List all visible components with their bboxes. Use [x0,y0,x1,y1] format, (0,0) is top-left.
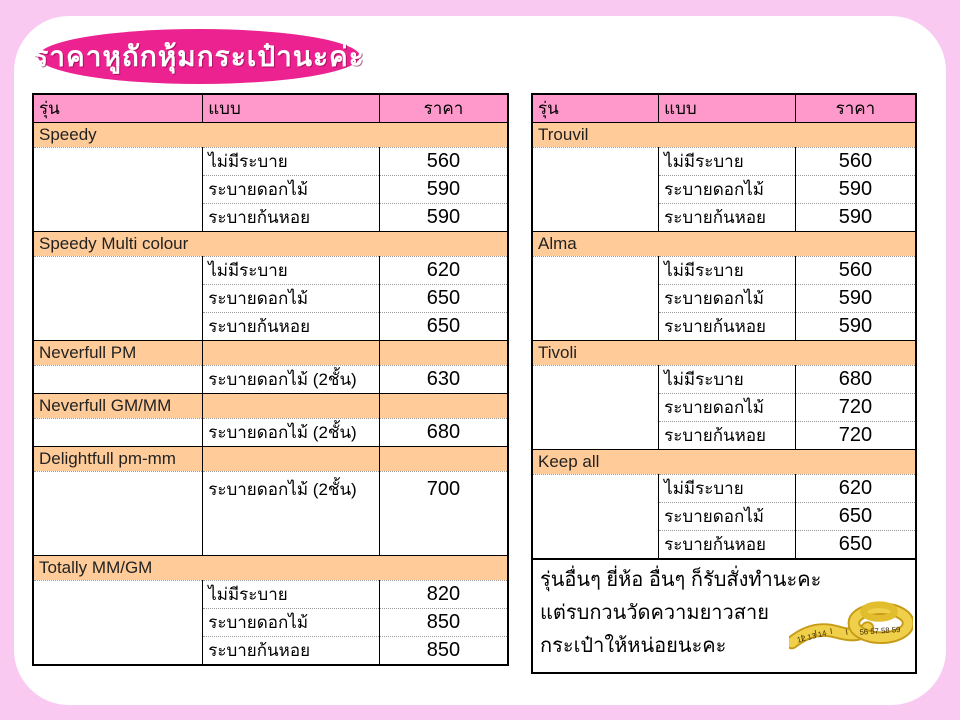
price-cell: 650 [379,313,508,341]
model-spacer-cell [532,475,659,560]
section-row [532,232,916,257]
price-cell: 680 [795,366,916,394]
type-cell: ไม่มีระบาย [659,148,796,176]
section-empty-cell [379,341,508,366]
type-cell: ระบายดอกไม้ (2ชั้น) [203,472,380,508]
column-header-2: แบบ [659,94,796,123]
price-table-left-container [32,93,509,666]
type-cell: ระบายก้นหอย [659,422,796,450]
price-cell: 650 [795,531,916,560]
spacer-row [33,508,508,556]
price-cell: 650 [795,503,916,531]
data-row [532,148,916,176]
model-spacer-cell [532,257,659,341]
table-header-row [532,94,916,123]
price-cell: 590 [379,176,508,204]
section-empty-cell [379,394,508,419]
data-row [33,257,508,285]
section-model-cell: Neverfull GM/MM [33,394,203,419]
section-row [532,123,916,148]
section-empty-cell [203,447,380,472]
table-header-row [33,94,508,123]
page-title: ราคาหูถักหุ้มกระเป๋านะค่ะ [33,40,365,72]
type-cell: ระบายดอกไม้ [659,176,796,204]
price-table-right-container [531,93,917,674]
data-row [33,148,508,176]
section-model-cell: Speedy [33,123,508,148]
type-cell: ระบายก้นหอย [659,531,796,560]
model-spacer-cell [33,419,203,447]
type-cell: ระบายดอกไม้ (2ชั้น) [203,366,380,394]
data-row [33,581,508,609]
model-spacer-cell [33,472,203,508]
type-cell: ไม่มีระบาย [659,475,796,503]
note-box [531,558,917,674]
type-cell: ระบายก้นหอย [659,204,796,232]
price-cell: 590 [379,204,508,232]
data-row [532,366,916,394]
price-cell: 590 [795,313,916,341]
spacer-cell [33,508,203,556]
price-cell: 630 [379,366,508,394]
column-header-2: แบบ [203,94,380,123]
price-cell: 560 [379,148,508,176]
type-cell: ไม่มีระบาย [659,257,796,285]
section-row [33,232,508,257]
section-row [532,341,916,366]
type-cell: ไม่มีระบาย [659,366,796,394]
section-model-cell: Alma [532,232,916,257]
data-row [532,475,916,503]
price-cell: 560 [795,257,916,285]
column-header-3: ราคา [795,94,916,123]
price-cell: 590 [795,176,916,204]
price-cell: 620 [795,475,916,503]
type-cell: ระบายดอกไม้ (2ชั้น) [203,419,380,447]
measuring-tape-icon [789,598,913,660]
type-cell: ระบายดอกไม้ [659,503,796,531]
price-cell: 620 [379,257,508,285]
spacer-cell [203,508,380,556]
price-cell: 720 [795,394,916,422]
section-empty-cell [203,394,380,419]
note-line: กระเป๋าให้หน่อยนะคะ [540,635,727,657]
type-cell: ระบายก้นหอย [203,637,380,666]
price-table-left [32,93,509,666]
section-model-cell: Speedy Multi colour [33,232,508,257]
type-cell: ระบายดอกไม้ [659,394,796,422]
column-header-3: ราคา [379,94,508,123]
section-row [33,341,508,366]
section-model-cell: Tivoli [532,341,916,366]
model-spacer-cell [33,257,203,341]
section-empty-cell [379,447,508,472]
data-row [33,472,508,508]
note-line: รุ่นอื่นๆ ยี่ห้อ อื่นๆ ก็รับสั่งทำนะคะ [540,569,822,591]
price-table-right [531,93,917,560]
section-model-cell: Trouvil [532,123,916,148]
price-cell: 850 [379,609,508,637]
model-spacer-cell [532,366,659,450]
model-spacer-cell [33,148,203,232]
price-cell: 850 [379,637,508,666]
spacer-cell [379,508,508,556]
section-row [532,450,916,475]
column-header-1: รุ่น [532,94,659,123]
column-header-1: รุ่น [33,94,203,123]
data-row [33,419,508,447]
title-badge [33,29,365,84]
section-model-cell: Neverfull PM [33,341,203,366]
model-spacer-cell [532,148,659,232]
price-cell: 820 [379,581,508,609]
data-row [33,366,508,394]
type-cell: ไม่มีระบาย [203,257,380,285]
note-line: แต่รบกวนวัดความยาวสาย [540,602,769,624]
price-cell: 590 [795,285,916,313]
price-cell: 650 [379,285,508,313]
type-cell: ระบายก้นหอย [203,204,380,232]
section-row [33,394,508,419]
section-model-cell: Delightfull pm-mm [33,447,203,472]
type-cell: ไม่มีระบาย [203,148,380,176]
type-cell: ระบายก้นหอย [203,313,380,341]
price-table-right-host [531,93,917,560]
section-row [33,123,508,148]
section-model-cell: Keep all [532,450,916,475]
data-row [532,257,916,285]
type-cell: ระบายดอกไม้ [659,285,796,313]
type-cell: ไม่มีระบาย [203,581,380,609]
section-empty-cell [203,341,380,366]
tape-numbers-right: 56 57 58 59 [859,624,901,637]
price-cell: 720 [795,422,916,450]
price-cell: 700 [379,472,508,508]
section-model-cell: Totally MM/GM [33,556,508,581]
tape-numbers-left: 12 13 14 [796,628,828,645]
price-cell: 560 [795,148,916,176]
price-cell: 590 [795,204,916,232]
price-cell: 680 [379,419,508,447]
type-cell: ระบายก้นหอย [659,313,796,341]
model-spacer-cell [33,581,203,666]
type-cell: ระบายดอกไม้ [203,176,380,204]
model-spacer-cell [33,366,203,394]
type-cell: ระบายดอกไม้ [203,609,380,637]
section-row [33,447,508,472]
section-row [33,556,508,581]
type-cell: ระบายดอกไม้ [203,285,380,313]
